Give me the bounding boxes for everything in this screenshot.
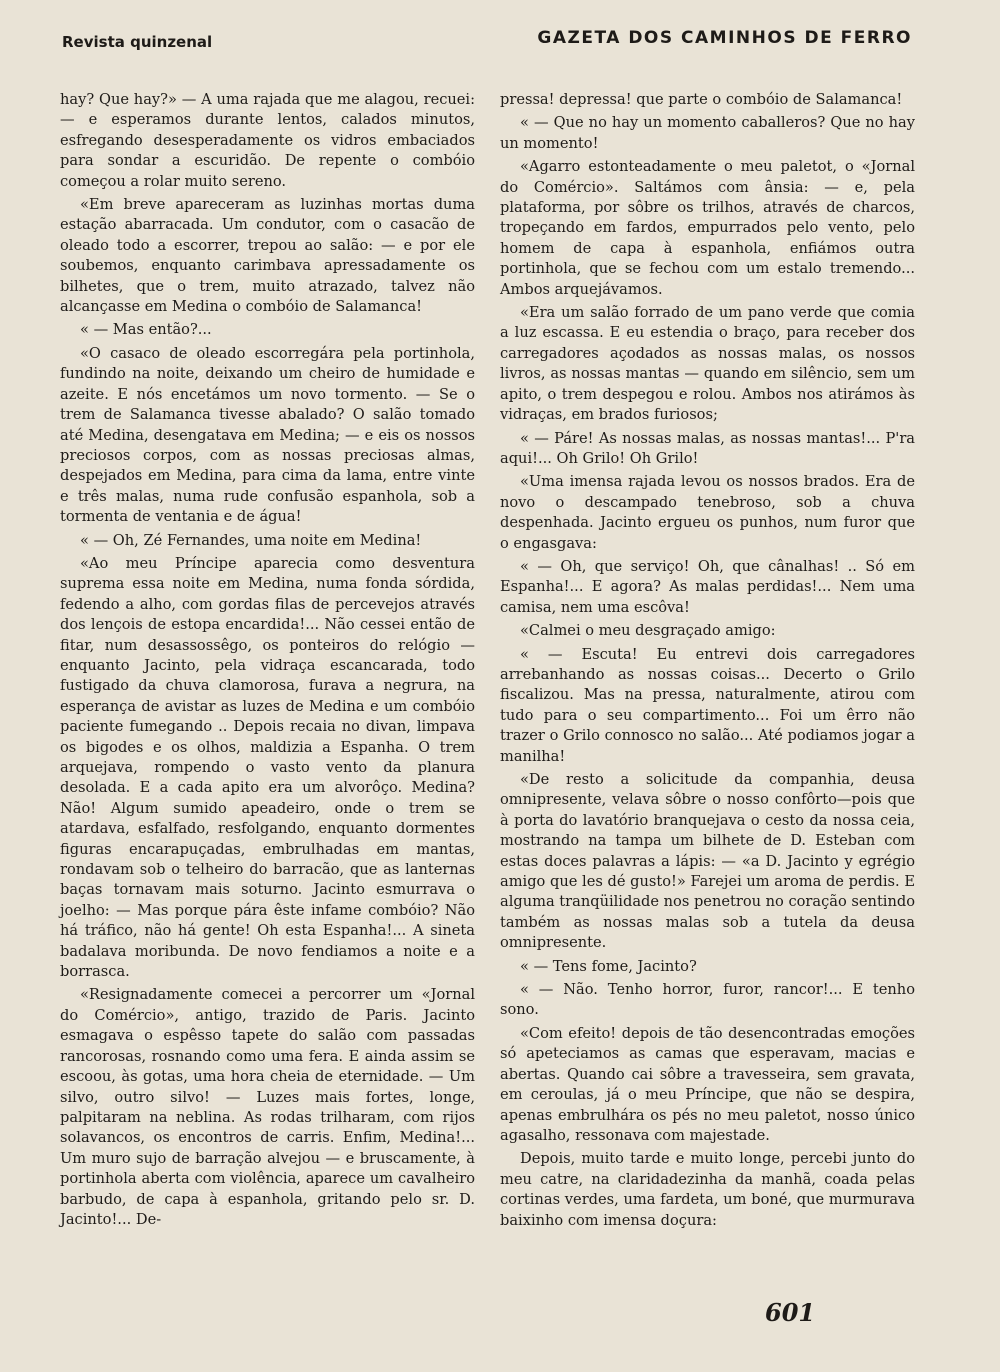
header-publication-title: GAZETA DOS CAMINHOS DE FERRO bbox=[537, 28, 912, 48]
paragraph: «Calmei o meu desgraçado amigo: bbox=[520, 622, 776, 640]
paragraph: « — Tens fome, Jacinto? bbox=[520, 957, 697, 975]
paragraph: « — Não. Tenho horror, furor, rancor!... E tenho sono. bbox=[500, 981, 915, 1019]
page-number: 601 bbox=[765, 1298, 816, 1327]
paragraph: hay? Que hay?» — A uma rajada que me alagou, recuei: — e esperamos durante lentos, calados minutos, esfregando desesperadamente os vidros embaciados para sondar a escuridão. De repente o combóio começou a rolar muito sereno. bbox=[60, 91, 475, 190]
paragraph: «Ao meu Príncipe aparecia como desventura suprema essa noite em Medina, numa fonda sórdida, fedendo a alho, com gordas filas de percevejos através dos lençois de estopa encardida!... Não cessei então de fitar, num desassossêgo, os ponteiros do relógio — enquanto Jacinto, pela vidraça escancarada, todo fustigado da chuva clamorosa, furava a negrura, na esperança de avistar as luzes de Medina e um combóio paciente fumegando .. Depois recaia no divan, limpava os bigodes e os olhos, maldizia a Espanha. O trem arquejava, rompendo o vasto vento da planura desolada. E a cada apito era um alvorôço. Medina? Não! Algum sumido apeadeiro, onde o trem se atardava, esfalfado, resfolgando, enquanto dormentes figuras encarapuçadas, embrulhadas em mantas, rondavam sob o telheiro do barracão, que as lanternas baças tornavam mais soturno. Jacinto esmurrava o joelho: — Mas porque pára êste infame combóio? Não há tráfico, não há gente! Oh esta Espanha!... A sineta badalava moribunda. De novo fendiamos a noite e a borrasca. bbox=[60, 554, 475, 981]
paragraph: Depois, muito tarde e muito longe, percebi junto do meu catre, na claridadezinha da manhã, coada pelas cortinas verdes, uma fardeta, um boné, que murmurava baixinho com imensa doçura: bbox=[500, 1150, 915, 1229]
header-section-title: Revista quinzenal bbox=[62, 33, 213, 51]
left-column bbox=[60, 90, 475, 1233]
paragraph: «O casaco de oleado escorregára pela portinhola, fundindo na noite, deixando um cheiro de humidade e azeite. E nós encetámos um novo tormento. — Se o trem de Salamanca tivesse abalado? O salão tomado até Medina, desengatava em Medina; — e eis os nossos preciosos corpos, com as nossas preciosas almas, despejados em Medina, para cima da lama, entre vinte e três malas, numa rude confusão espanhola, sob a tormenta de ventania e de água! bbox=[60, 344, 475, 526]
paragraph: « — Oh, Zé Fernandes, uma noite em Medina! bbox=[80, 531, 422, 549]
paragraph: pressa! depressa! que parte o combóio de Salamanca! bbox=[500, 91, 903, 108]
paragraph: «Uma imensa rajada levou os nossos brados. Era de novo o descampado tenebroso, sob a chuva despenhada. Jacinto ergueu os punhos, num furor que o engasgava: bbox=[500, 473, 915, 552]
paragraph: « — Oh, que serviço! Oh, que cânalhas! .. Só em Espanha!... E agora? As malas perdidas!... Nem uma camisa, nem uma escôva! bbox=[500, 557, 915, 616]
paragraph: «De resto a solicitude da companhia, deusa omnipresente, velava sôbre o nosso confôrto—pois que à porta do lavatório branquejava o cesto da nossa ceia, mostrando na tampa um bilhete de D. Esteban com estas doces palavras a lápis: — «a D. Jacinto y egrégio amigo que les dé gusto!» Farejei um aroma de perdis. E alguma tranqüilidade nos penetrou no coração sentindo também as nossas malas sob a tutela da deusa omnipresente. bbox=[500, 771, 915, 952]
paragraph: « — Páre! As nossas malas, as nossas mantas!... P'ra aqui!... Oh Grilo! Oh Grilo! bbox=[500, 429, 915, 467]
paragraph: «Era um salão forrado de um pano verde que comia a luz escassa. E eu estendia o braço, para receber dos carregadores açodados as nossas malas, os nossos livros, as nossas mantas — quando em silêncio, sem um apito, o trem despegou e rolou. Ambos nos atirámos às vidraças, em brados furiosos; bbox=[500, 304, 915, 424]
paragraph: «Em breve apareceram as luzinhas mortas duma estação abarracada. Um condutor, com o casacão de oleado todo a escorrer, trepou ao salão: — e por ele soubemos, enquanto carimbava apressadamente os bilhetes, que o trem, muito atrazado, talvez não alcançasse em Medina o combóio de Salamanca! bbox=[60, 196, 475, 316]
paragraph: « — Escuta! Eu entrevi dois carregadores arrebanhando as nossas coisas... Decerto o Grilo fiscalizou. Mas na pressa, naturalmente, atirou com tudo para o seu compartimento... Foi um êrro não trazer o Grilo connosco no salão... Até podiamos jogar a manilha! bbox=[500, 645, 915, 765]
paragraph: « — Mas então?... bbox=[80, 321, 212, 339]
paragraph: « — Que no hay un momento caballeros? Que no hay un momento! bbox=[500, 114, 915, 152]
paragraph: «Agarro estonteadamente o meu paletot, o «Jornal do Comércio». Saltámos com ânsia: — e, pela plataforma, por sôbre os trilhos, através de charcos, tropeçando em fardos, empurrados pelo vento, pelo homem de capa à espanhola, enfiámos outra portinhola, que se fechou com um estalo tremendo... Ambos arquejávamos. bbox=[500, 158, 915, 298]
right-column bbox=[500, 90, 915, 1234]
paragraph: «Resignadamente comecei a percorrer um «Jornal do Comércio», antigo, trazido de Paris. Jacinto esmagava o espêsso tapete do salão com passadas rancorosas, rosnando como uma fera. E ainda assim se escoou, às gotas, uma hora cheia de eternidade. — Um silvo, outro silvo! — Luzes mais fortes, longe, palpitaram na neblina. As rodas trilharam, com rijos solavancos, os encontros de carris. Enfim, Medina!... Um muro sujo de barração alvejou — e bruscamente, à portinhola aberta com violência, aparece um cavalheiro barbudo, de capa à espanhola, gritando pelo sr. D. Jacinto!... De- bbox=[60, 986, 475, 1228]
paragraph: «Com efeito! depois de tão desencontradas emoções só apeteciamos as camas que esperavam, macias e abertas. Quando cai sôbre a travesseira, sem gravata, em ceroulas, já o meu Príncipe, que não se despira, apenas embrulhára os pés no meu paletot, nosso único agasalho, ressonava com majestade. bbox=[500, 1024, 915, 1144]
